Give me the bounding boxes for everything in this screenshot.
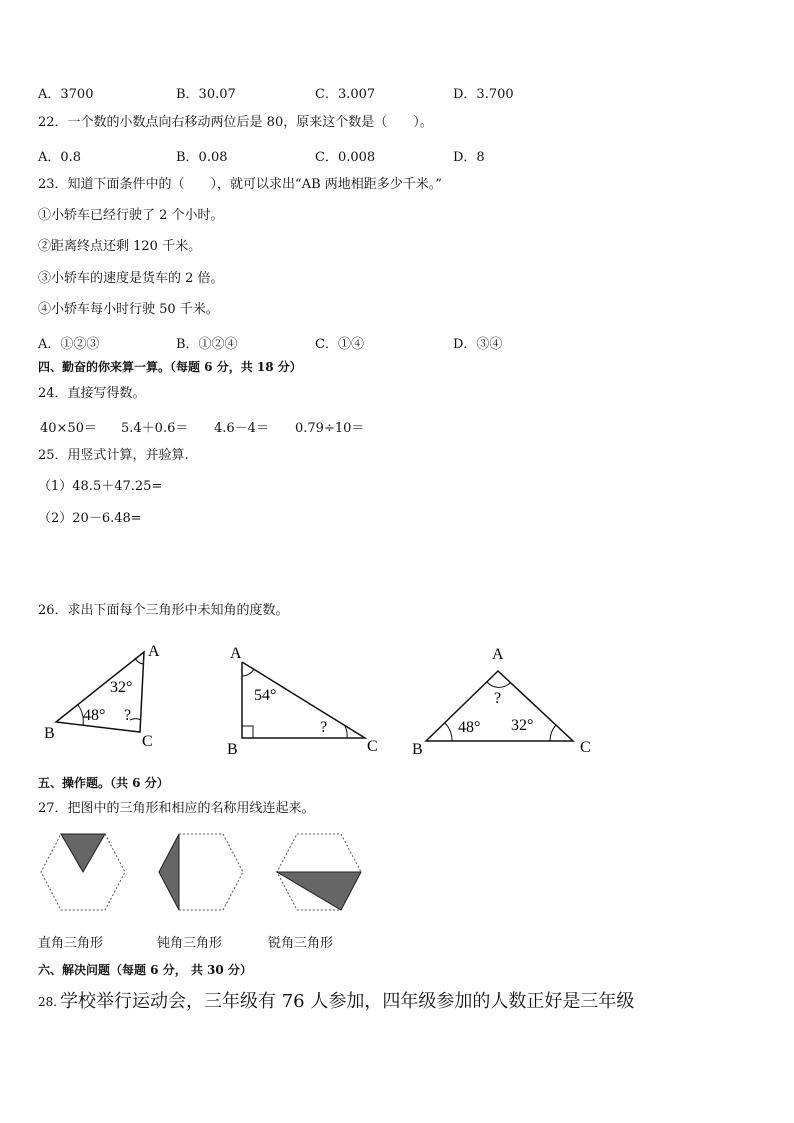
q24-item-1: 40×50＝	[40, 421, 97, 436]
section-5-heading: 五、操作题。（共 6 分）	[38, 776, 169, 790]
q23-question: 23．知道下面条件中的（ ），就可以求出“AB 两地相距多少千米。”	[38, 177, 442, 192]
q23-condition-1: ①小轿车已经行驶了 2 个小时。	[38, 208, 224, 223]
q27-question: 27．把图中的三角形和相应的名称用线连起来。	[38, 801, 315, 816]
triangle-1-angle-c: ?	[124, 707, 132, 724]
hexagon-figure-3	[274, 832, 364, 912]
q27-name-obtuse-triangle: 钝角三角形	[157, 936, 223, 951]
q28-question: 学校举行运动会，三年级有 76 人参加，四年级参加的人数正好是三年级	[60, 991, 635, 1012]
triangle-3-angle-a: ?	[494, 690, 502, 707]
triangle-2-vertex-a: A	[230, 645, 242, 662]
triangle-3-angle-b: 48°	[458, 719, 481, 736]
triangle-3-vertex-b: B	[412, 741, 423, 758]
q22-option-d: D．8	[453, 150, 485, 165]
triangle-3-figure	[410, 638, 600, 760]
q23-condition-2: ②距离终点还剩 120 千米。	[38, 239, 202, 254]
q26-question: 26．求出下面每个三角形中未知角的度数。	[38, 603, 289, 618]
section-6-heading: 六、解决问题（每题 6 分， 共 30 分）	[38, 963, 252, 977]
q24-item-3: 4.6－4＝	[214, 421, 269, 436]
triangle-3-angle-c: 32°	[511, 717, 534, 734]
q24-item-4: 0.79÷10＝	[295, 421, 365, 436]
q21-option-a: A．3700	[38, 87, 94, 102]
section-4-heading: 四、勤奋的你来算一算。（每题 6 分，共 18 分）	[38, 360, 302, 374]
q23-option-c: C．①④	[315, 337, 364, 352]
hexagon-figure-2	[156, 832, 246, 912]
q25-item-1: （1）48.5＋47.25=	[38, 479, 163, 494]
q23-option-b: B．①②④	[176, 337, 238, 352]
triangle-2-figure	[226, 638, 396, 760]
q25-question: 25．用竖式计算，并验算.	[38, 448, 189, 463]
q22-option-a: A．0.8	[38, 150, 82, 165]
triangle-2-vertex-b: B	[227, 741, 238, 758]
triangle-3-vertex-c: C	[580, 739, 591, 756]
triangle-1-angle-a: 32°	[110, 679, 133, 696]
q21-option-d: D．3.700	[453, 87, 514, 102]
q27-name-acute-triangle: 锐角三角形	[268, 936, 334, 951]
q27-name-right-triangle: 直角三角形	[38, 936, 104, 951]
q22-option-c: C．0.008	[315, 150, 376, 165]
triangle-2-angle-c: ?	[320, 719, 328, 736]
triangle-1-vertex-a: A	[148, 643, 160, 660]
q28-number: 28.	[38, 995, 58, 1009]
q25-item-2: （2）20－6.48=	[38, 511, 142, 526]
q21-option-b: B．30.07	[176, 87, 236, 102]
q24-question: 24．直接写得数。	[38, 386, 146, 401]
hexagon-figure-1	[38, 832, 128, 912]
q22-question: 22．一个数的小数点向右移动两位后是 80，原来这个数是（ ）。	[38, 115, 433, 130]
triangle-1-vertex-b: B	[44, 725, 55, 742]
triangle-3-vertex-a: A	[492, 646, 504, 663]
q23-condition-4: ④小轿车每小时行驶 50 千米。	[38, 302, 219, 317]
q23-option-a: A．①②③	[38, 337, 100, 352]
q23-condition-3: ③小轿车的速度是货车的 2 倍。	[38, 271, 224, 286]
triangle-1-angle-b: 48°	[83, 707, 106, 724]
q21-option-c: C．3.007	[315, 87, 376, 102]
q22-option-b: B．0.08	[176, 150, 228, 165]
triangle-1-figure	[38, 638, 168, 750]
q24-item-2: 5.4＋0.6＝	[121, 421, 189, 436]
triangle-2-vertex-c: C	[367, 738, 378, 755]
triangle-1-vertex-c: C	[142, 733, 153, 750]
triangle-2-angle-a: 54°	[254, 687, 277, 704]
q23-option-d: D．③④	[453, 337, 503, 352]
